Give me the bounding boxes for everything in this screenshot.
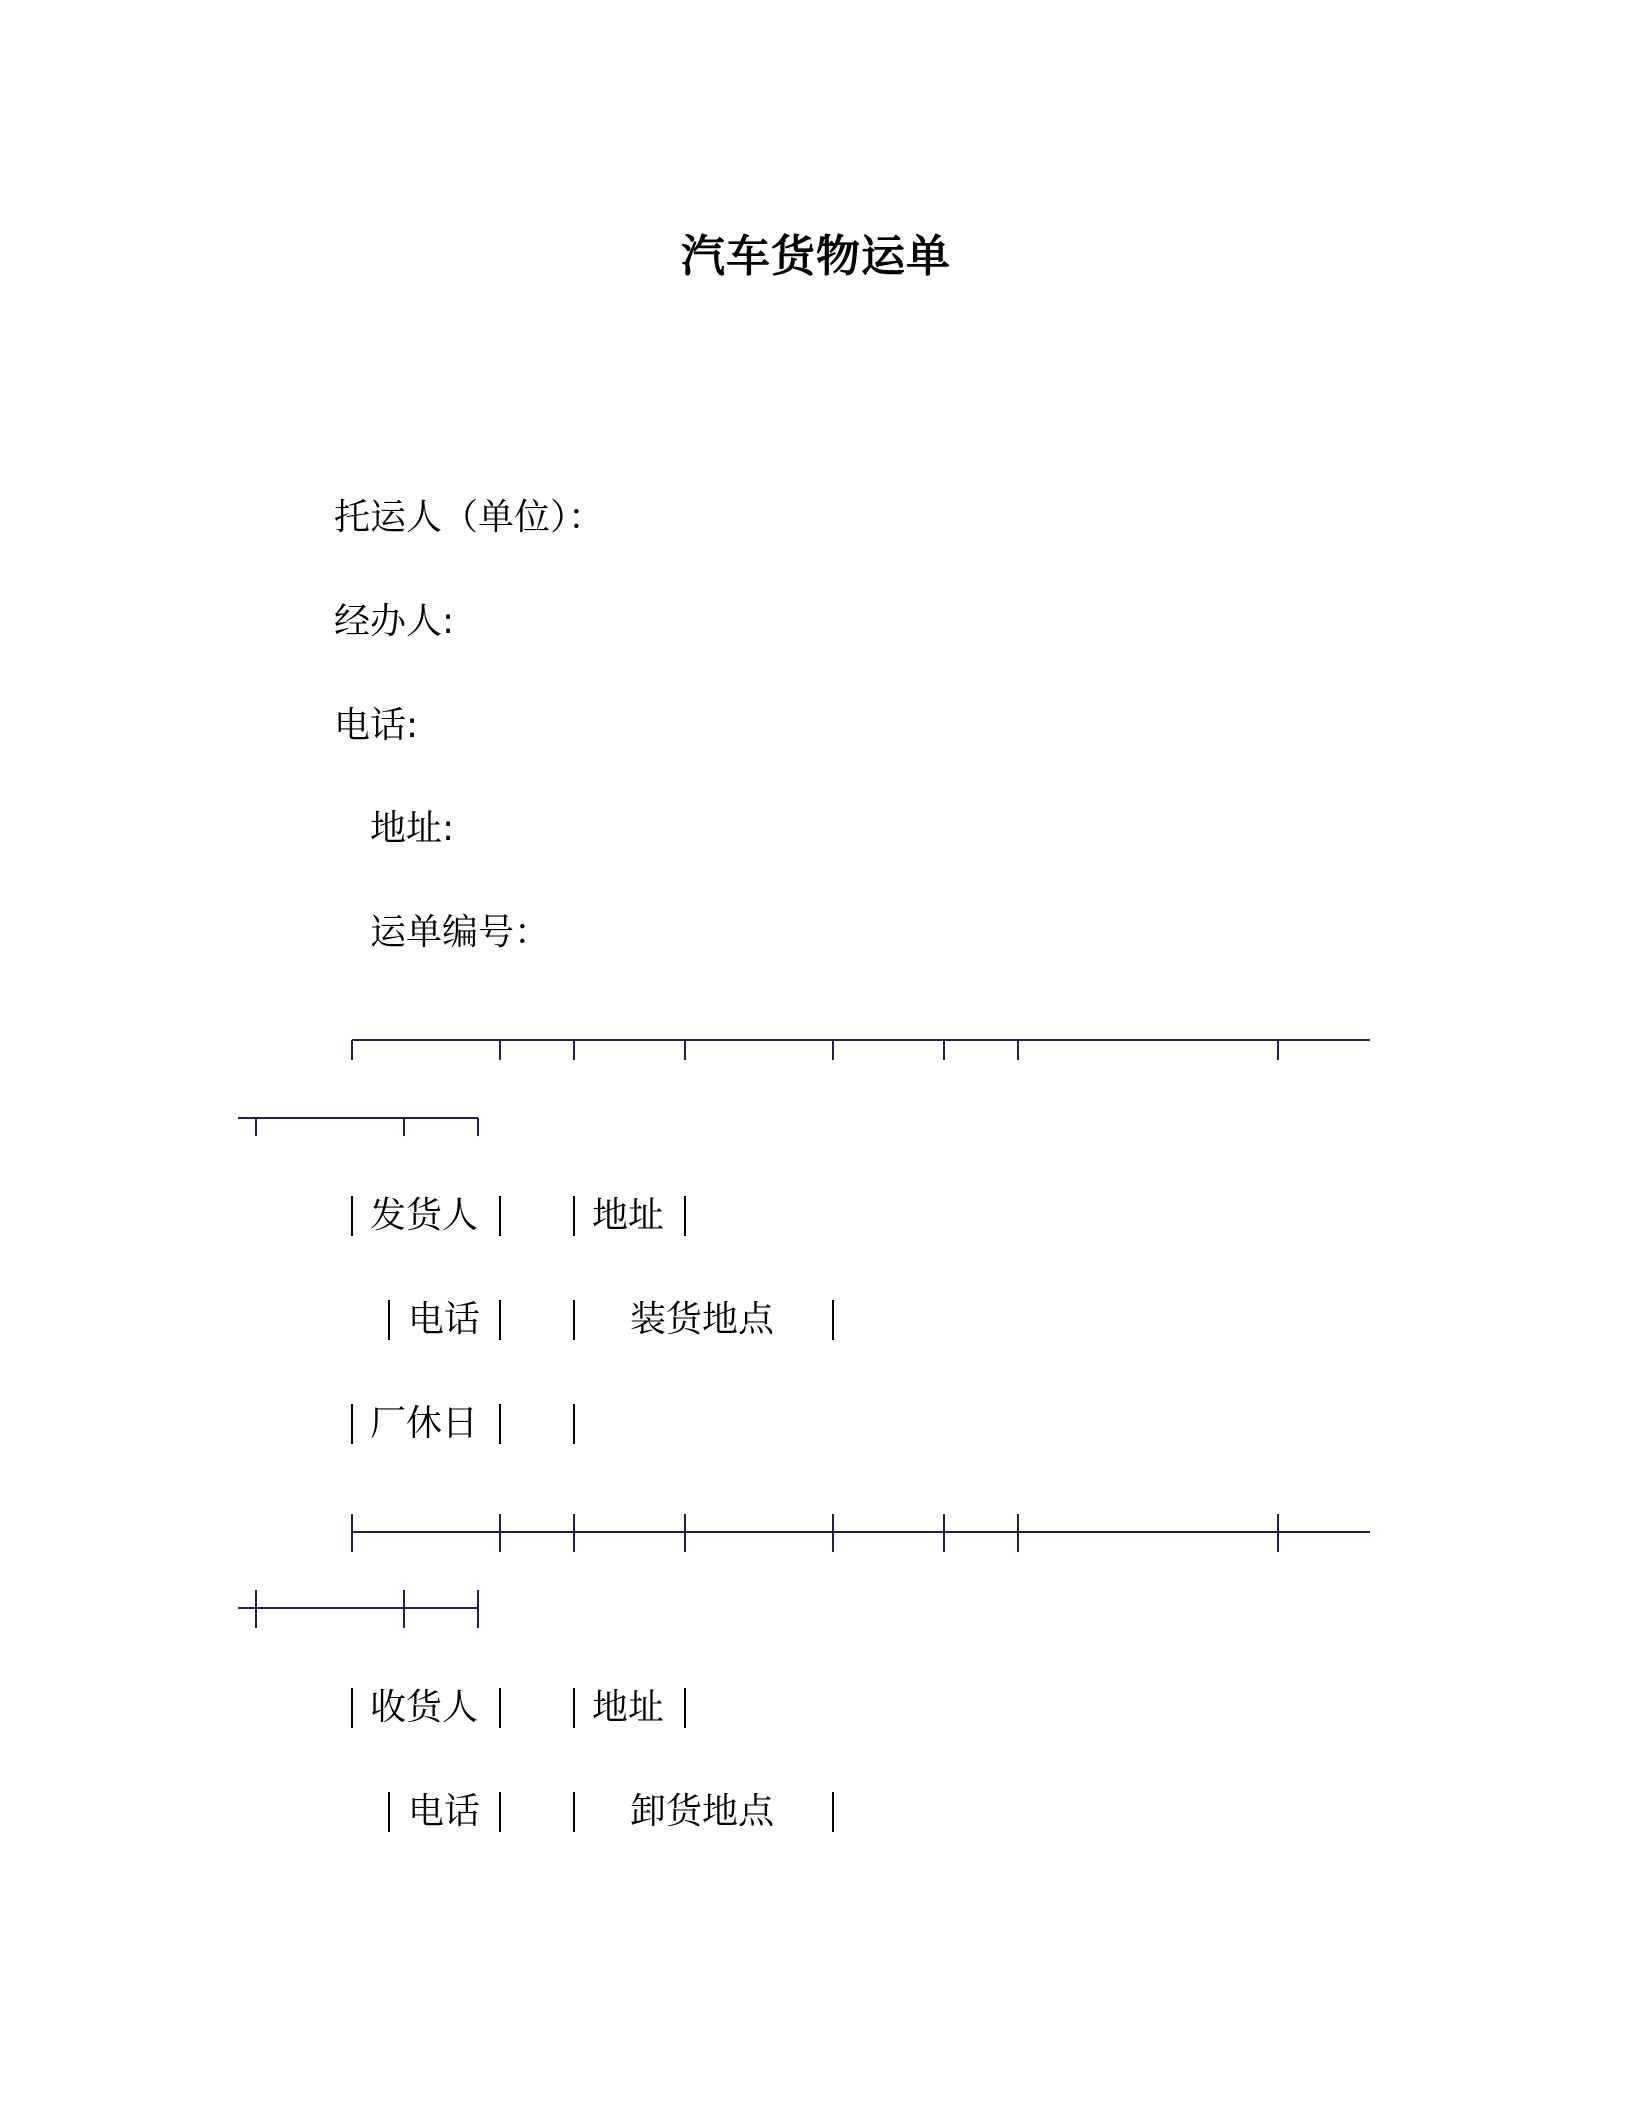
cell-border (573, 1404, 575, 1444)
phone-label: 电话: (334, 705, 419, 746)
handler-label: 经办人: (334, 601, 455, 642)
loading-place-label: 装货地点 (630, 1299, 775, 1340)
waybill-number-label: 运单编号： (370, 912, 551, 953)
cell-border (351, 1196, 353, 1236)
address-label: 地址: (370, 808, 455, 849)
receiver-address-label: 地址 (592, 1687, 665, 1728)
cell-border (684, 1688, 686, 1728)
cell-border (388, 1792, 390, 1832)
receiver-phone-label: 电话 (408, 1791, 481, 1832)
cell-border (573, 1688, 575, 1728)
sender-phone-label: 电话 (408, 1299, 481, 1340)
document-title: 汽车货物运单 (681, 231, 951, 282)
cell-border (832, 1792, 834, 1832)
cell-border (573, 1300, 575, 1340)
cell-border (573, 1792, 575, 1832)
cell-border (499, 1688, 501, 1728)
cell-border (499, 1300, 501, 1340)
cell-border (499, 1404, 501, 1444)
cell-border (832, 1300, 834, 1340)
shipper-unit-label: 托运人（单位）： (334, 497, 605, 538)
sender-address-label: 地址 (592, 1195, 665, 1236)
receiver-label: 收货人 (370, 1687, 479, 1728)
cell-border (351, 1404, 353, 1444)
sender-label: 发货人 (370, 1195, 479, 1236)
cell-border (388, 1300, 390, 1340)
cell-border (499, 1792, 501, 1832)
unloading-place-label: 卸货地点 (630, 1791, 775, 1832)
cell-border (573, 1196, 575, 1236)
cell-border (351, 1688, 353, 1728)
factory-rest-day-label: 厂休日 (370, 1403, 479, 1444)
cell-border (684, 1196, 686, 1236)
cell-border (499, 1196, 501, 1236)
